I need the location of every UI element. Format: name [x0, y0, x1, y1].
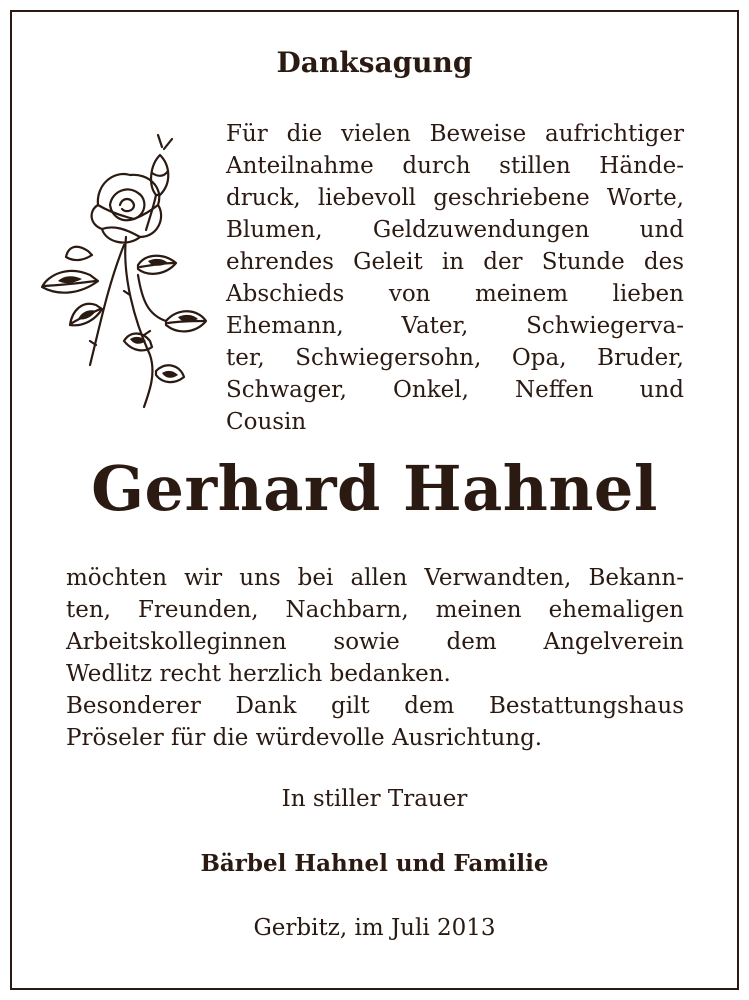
thanks-line: Pröseler für die würdevolle Ausrichtung. [66, 725, 543, 751]
notice-heading: Danksagung [276, 46, 473, 79]
intro-line: Schwager, Onkel, Neffen und [226, 377, 684, 403]
deceased-name: Gerhard Hahnel [91, 452, 658, 525]
intro-paragraph [226, 118, 684, 438]
family-signature: Bärbel Hahnel und Familie [200, 850, 549, 877]
intro-line: Abschieds von meinem lieben [226, 281, 684, 307]
intro-line: ehrendes Geleit in der Stunde des [226, 249, 684, 275]
intro-line: Blumen, Geldzuwendungen und [226, 217, 684, 243]
thanks-line: ten, Freunden, Nachbarn, meinen ehemaligen [66, 597, 684, 623]
thanks-line: Arbeitskolleginnen sowie dem Angelverein [66, 629, 684, 655]
intro-line: Cousin [226, 409, 307, 435]
thanks-line: möchten wir uns bei allen Verwandten, Bekann- [66, 565, 684, 591]
rose-icon [38, 125, 208, 415]
place-date: Gerbitz, im Juli 2013 [253, 915, 496, 941]
thanks-line: Wedlitz recht herzlich bedanken. [66, 661, 451, 687]
intro-line: Ehemann, Vater, Schwiegerva- [226, 313, 684, 339]
intro-line: druck, liebevoll geschriebene Worte, [226, 185, 684, 211]
thanks-line: Besonderer Dank gilt dem Bestattungshaus [66, 693, 684, 719]
intro-line: Für die vielen Beweise aufrichtiger [226, 121, 684, 147]
intro-line: Anteilnahme durch stillen Hände- [226, 153, 684, 179]
mourning-line: In stiller Trauer [281, 786, 468, 812]
intro-line: ter, Schwiegersohn, Opa, Bruder, [226, 345, 684, 371]
thanks-paragraph [66, 562, 684, 754]
